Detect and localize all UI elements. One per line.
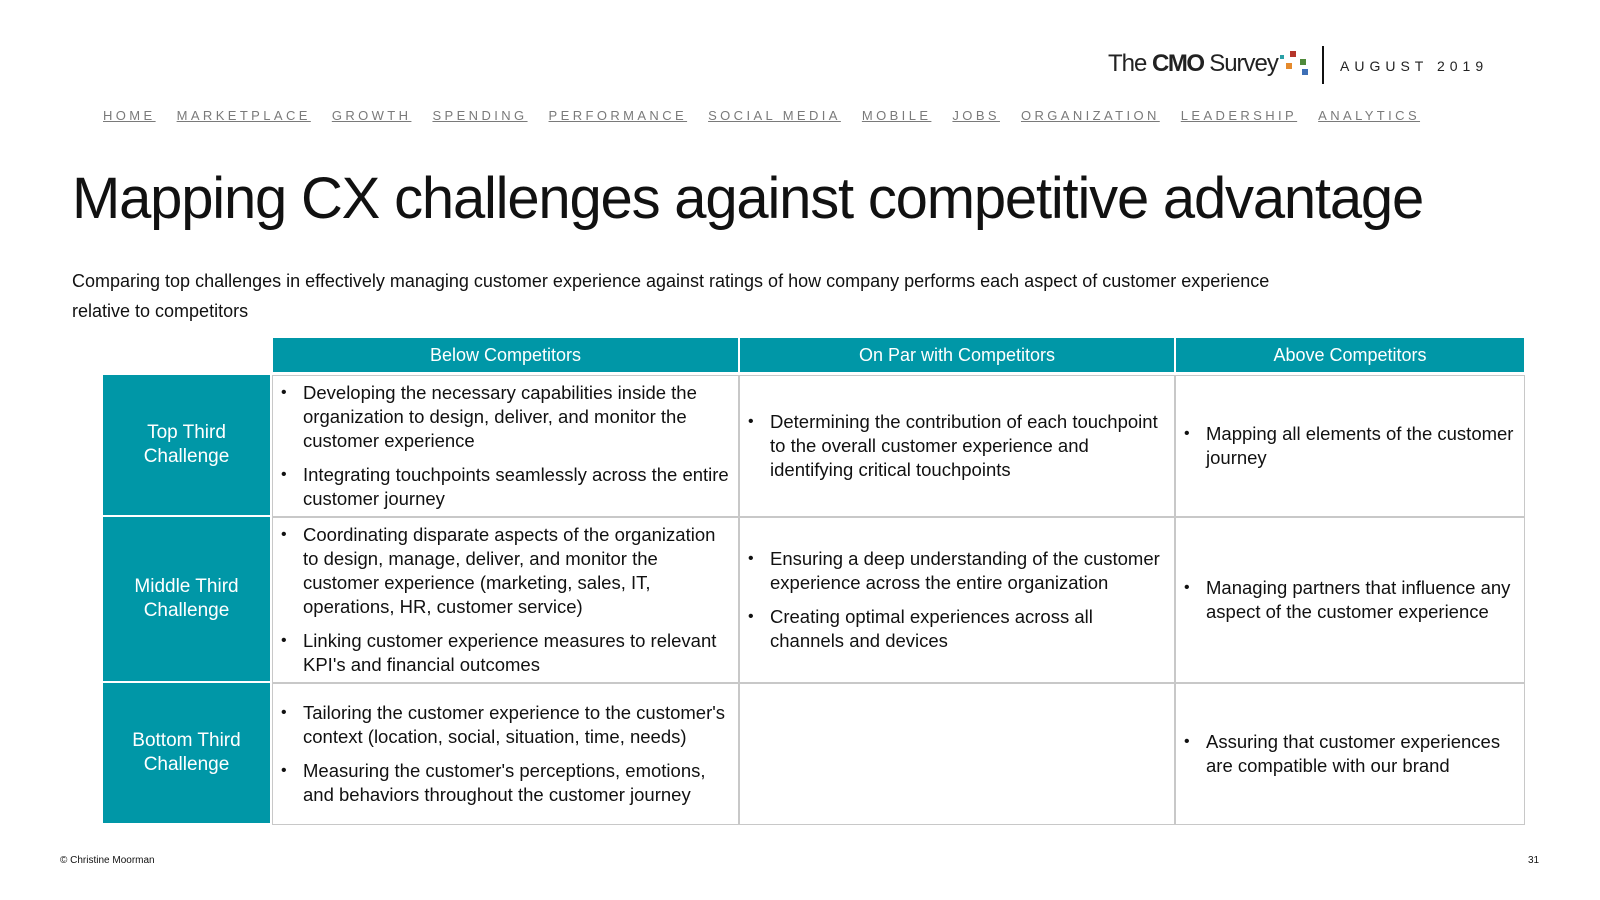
page-number: 31 [1528, 855, 1540, 866]
nav-item-spending[interactable]: SPENDING [432, 108, 528, 123]
cmo-survey-logo [1108, 46, 1310, 82]
bullet-list [273, 523, 738, 677]
cell-bottom-third-above [1175, 683, 1525, 825]
bullet-item: • Tailoring the customer experience to the customer's context (location, social, situation, time, needs) [273, 701, 738, 749]
nav-item-growth[interactable]: GROWTH [331, 108, 412, 123]
row-header-bottom-third: Bottom Third Challenge [103, 683, 270, 823]
bullet-item: • Assuring that customer experiences are compatible with our brand [1176, 730, 1524, 778]
bullet-item: • Creating optimal experiences across all channels and devices [740, 605, 1174, 653]
top-navigation [103, 108, 1441, 123]
bullet-item: • Coordinating disparate aspects of the organization to design, manage, deliver, and monitor the customer experience (marketing, sales, IT, operations, HR, customer service) [273, 523, 738, 619]
bullet-item: • Determining the contribution of each touchpoint to the overall customer experience and identifying critical touchpoints [740, 410, 1174, 482]
bullet-list [740, 410, 1174, 482]
cell-bottom-third-on-par [739, 683, 1175, 825]
cell-bottom-third-below [272, 683, 739, 825]
bullet-list [273, 381, 738, 511]
nav-item-social-media[interactable]: SOCIAL MEDIA [708, 108, 841, 123]
row-header-middle-third: Middle Third Challenge [103, 517, 270, 681]
copyright-notice: © Christine Moorman [60, 855, 155, 866]
nav-item-jobs[interactable]: JOBS [952, 108, 1000, 123]
nav-item-organization[interactable]: ORGANIZATION [1020, 108, 1160, 123]
bullet-item: • Integrating touchpoints seamlessly across the entire customer journey [273, 463, 738, 511]
col-header-below: Below Competitors [273, 338, 738, 372]
nav-item-home[interactable]: HOME [103, 108, 156, 123]
header-divider [1322, 46, 1324, 84]
nav-item-leadership[interactable]: LEADERSHIP [1180, 108, 1298, 123]
page-title: Mapping CX challenges against competitive advantage [72, 166, 1424, 231]
bullet-item: • Managing partners that influence any aspect of the customer experience [1176, 576, 1524, 624]
bullet-list [1176, 576, 1524, 624]
bullet-item: • Developing the necessary capabilities inside the organization to design, deliver, and monitor the customer experience [273, 381, 738, 453]
cell-top-third-below [272, 375, 739, 517]
bullet-list [273, 701, 738, 807]
logo-wordmark: The CMO Survey [1108, 50, 1278, 77]
bullet-item: • Ensuring a deep understanding of the customer experience across the entire organization [740, 547, 1174, 595]
logo-squares-icon [1280, 49, 1310, 79]
nav-item-mobile[interactable]: MOBILE [861, 108, 932, 123]
row-header-top-third: Top Third Challenge [103, 375, 270, 515]
cell-middle-third-on-par [739, 517, 1175, 683]
bullet-list [740, 547, 1174, 653]
bullet-item: • Measuring the customer's perceptions, emotions, and behaviors throughout the customer journey [273, 759, 738, 807]
bullet-list [1176, 730, 1524, 778]
cell-top-third-above [1175, 375, 1525, 517]
bullet-list [1176, 422, 1524, 470]
page-subtitle: Comparing top challenges in effectively managing customer experience against ratings of how company performs each aspect of customer experience relative to competitors [72, 271, 1270, 321]
col-header-on-par: On Par with Competitors [740, 338, 1174, 372]
bullet-item: • Mapping all elements of the customer journey [1176, 422, 1524, 470]
nav-item-analytics[interactable]: ANALYTICS [1318, 108, 1421, 123]
nav-item-marketplace[interactable]: MARKETPLACE [176, 108, 311, 123]
report-date: AUGUST 2019 [1340, 58, 1489, 74]
cell-top-third-on-par [739, 375, 1175, 517]
cell-middle-third-above [1175, 517, 1525, 683]
cell-middle-third-below [272, 517, 739, 683]
bullet-item: • Linking customer experience measures to relevant KPI's and financial outcomes [273, 629, 738, 677]
col-header-above: Above Competitors [1176, 338, 1524, 372]
nav-item-performance[interactable]: PERFORMANCE [548, 108, 688, 123]
